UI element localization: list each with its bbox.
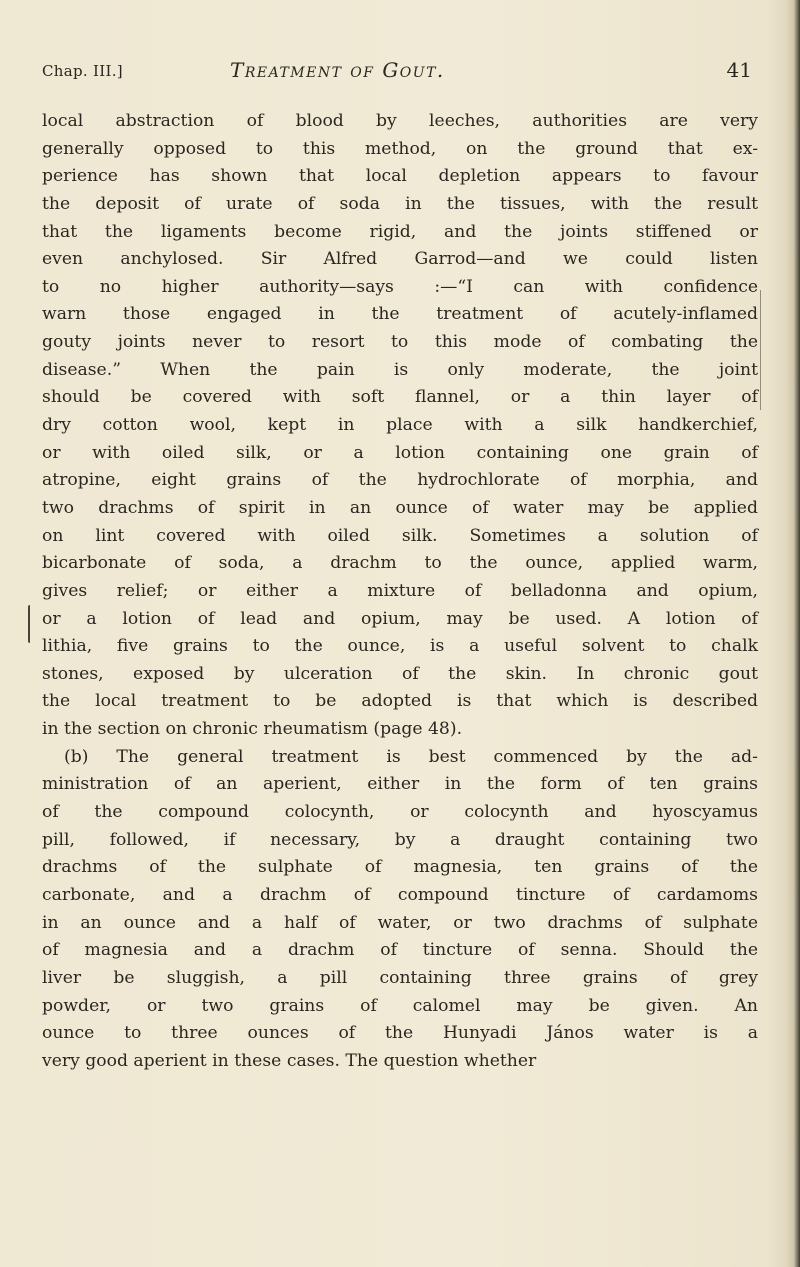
text-line: liver be sluggish, a pill containing three grains of grey bbox=[42, 967, 758, 988]
text-line: disease.” When the pain is only moderate, the joint bbox=[42, 359, 758, 380]
text-line: two drachms of spirit in an ounce of water may be applied bbox=[42, 497, 758, 518]
text-line: in the section on chronic rheumatism (page 48). bbox=[42, 719, 463, 740]
text-line: (b) The general treatment is best commenced by the ad- bbox=[64, 746, 758, 767]
text-line: to no higher authority—says :—“I can with confidence bbox=[42, 276, 758, 297]
page-header bbox=[42, 58, 758, 88]
text-line: the deposit of urate of soda in the tissues, with the result bbox=[42, 193, 758, 214]
text-line: on lint covered with oiled silk. Sometimes a solution of bbox=[42, 525, 758, 546]
text-line: in an ounce and a half of water, or two drachms of sulphate bbox=[42, 912, 758, 933]
chapter-label: Chap. III.] bbox=[42, 62, 123, 80]
text-line: the local treatment to be adopted is that which is described bbox=[42, 691, 758, 712]
text-line: ministration of an aperient, either in the form of ten grains bbox=[42, 774, 758, 795]
text-line: should be covered with soft flannel, or a thin layer of bbox=[42, 387, 758, 408]
text-line: even anchylosed. Sir Alfred Garrod—and we could listen bbox=[42, 249, 758, 270]
text-line: generally opposed to this method, on the ground that ex- bbox=[42, 138, 758, 159]
text-line: very good aperient in these cases. The question whether bbox=[42, 1050, 537, 1071]
body-text bbox=[42, 108, 758, 1075]
text-line: lithia, five grains to the ounce, is a useful solvent to chalk bbox=[42, 636, 758, 657]
text-line: gouty joints never to resort to this mode of combating the bbox=[42, 332, 758, 353]
text-line: warn those engaged in the treatment of acutely-inflamed bbox=[42, 304, 758, 325]
running-title: Treatment of Gout. bbox=[230, 58, 445, 82]
text-line: gives relief; or either a mixture of belladonna and opium, bbox=[42, 580, 758, 601]
text-line: drachms of the sulphate of magnesia, ten grains of the bbox=[42, 857, 758, 878]
text-line: that the ligaments become rigid, and the joints stiffened or bbox=[42, 221, 758, 242]
book-spine-edge bbox=[786, 0, 800, 1267]
page-number: 41 bbox=[726, 58, 752, 82]
text-line: or with oiled silk, or a lotion containing one grain of bbox=[42, 442, 758, 463]
text-line: local abstraction of blood by leeches, authorities are very bbox=[42, 111, 758, 131]
text-line: pill, followed, if necessary, by a draught containing two bbox=[42, 829, 758, 850]
text-line: of magnesia and a drachm of tincture of senna. Should the bbox=[42, 940, 758, 961]
text-line: carbonate, and a drachm of compound tincture of cardamoms bbox=[42, 884, 758, 905]
text-line: dry cotton wool, kept in place with a silk handkerchief, bbox=[42, 415, 758, 436]
text-line: perience has shown that local depletion appears to favour bbox=[42, 166, 758, 187]
text-line: stones, exposed by ulceration of the skin. In chronic gout bbox=[42, 663, 758, 684]
text-line: bicarbonate of soda, a drachm to the ounce, applied warm, bbox=[42, 553, 758, 574]
margin-pencil-mark bbox=[760, 290, 761, 410]
text-line: atropine, eight grains of the hydrochlorate of morphia, and bbox=[42, 470, 758, 491]
text-line: of the compound colocynth, or colocynth and hyoscyamus bbox=[42, 802, 758, 823]
text-line: or a lotion of lead and opium, may be used. A lotion of bbox=[42, 608, 758, 629]
margin-pencil-mark bbox=[28, 605, 30, 643]
text-line: powder, or two grains of calomel may be given. An bbox=[42, 995, 758, 1016]
text-line: ounce to three ounces of the Hunyadi János water is a bbox=[42, 1023, 758, 1044]
